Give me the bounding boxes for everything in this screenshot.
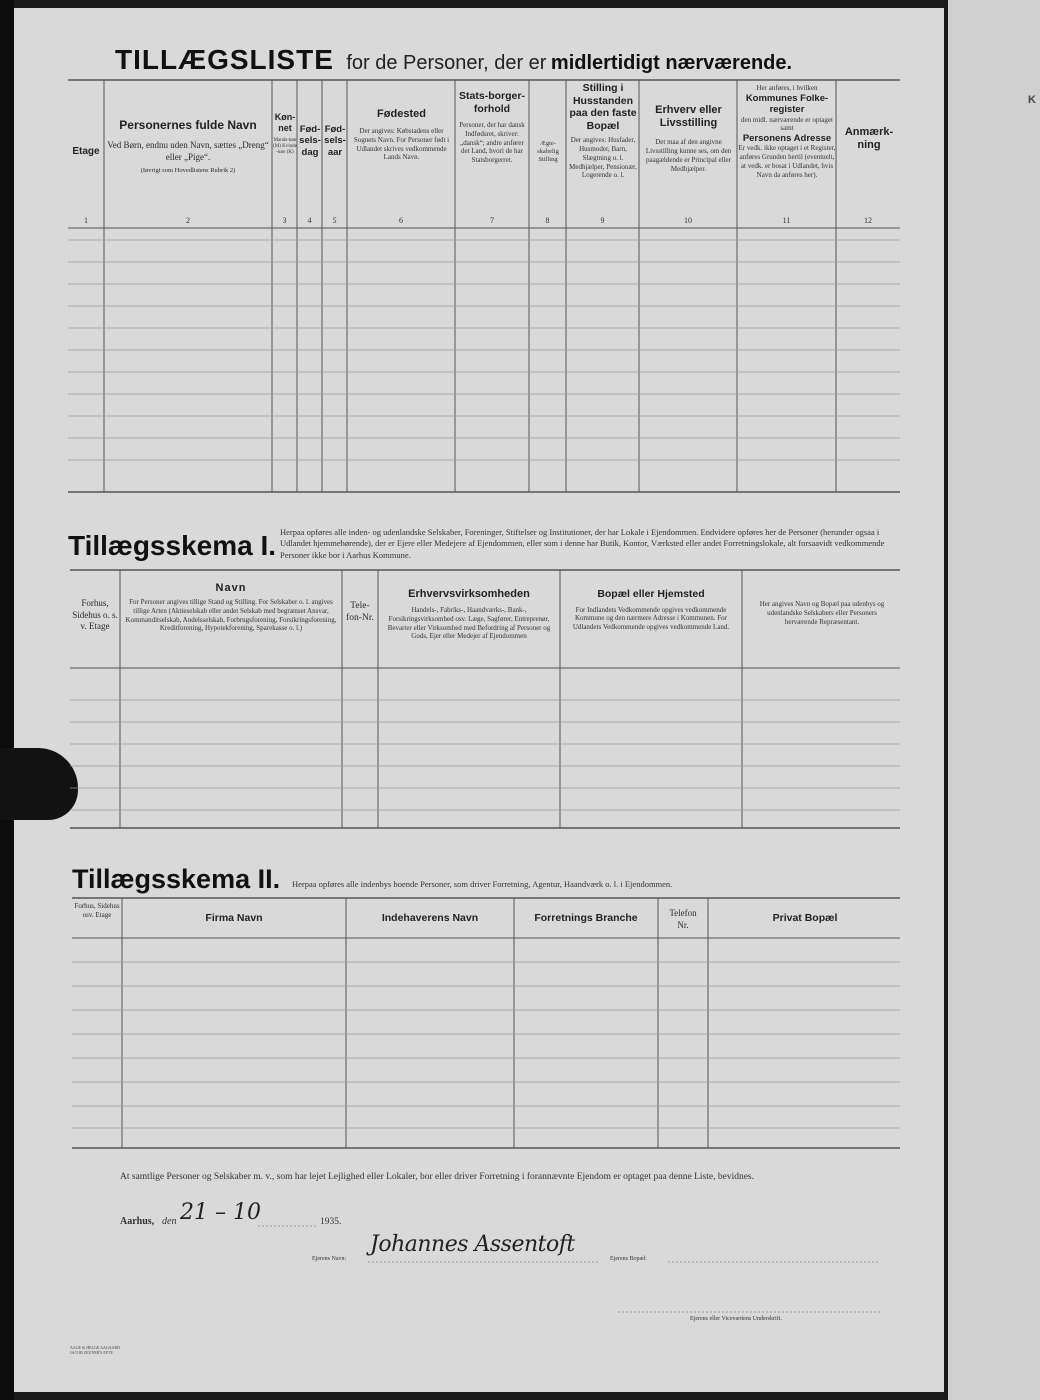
skema2-intro: Herpaa opføres alle indenbys boende Personer, som driver Forretning, Agentur, Haandværk o. l. i Ejendommen. — [292, 879, 673, 889]
col-citizenship-title: Stats-borger-forhold — [459, 90, 525, 115]
skema1-col-name — [124, 582, 338, 633]
skema1-col-business-note: Handels-, Fabriks-, Haandværks-, Bank-, Forsikringsvirksomhed osv. Læge, Sagfører, Entreprenør, Bevarter eller Virksomhed med Befordring af Personer og Gods, Ejer eller Medejer af Ejendommen — [387, 606, 551, 641]
col-number-2: 2 — [186, 216, 190, 225]
col-name-sub: (Iøvrigt som Hovedlistens Rubrik 2) — [140, 166, 236, 174]
col-number-7: 7 — [490, 216, 494, 225]
col-registry-title2: Personens Adresse — [742, 133, 832, 145]
col-name-header — [106, 118, 270, 175]
col-name-note: Ved Børn, endnu uden Navn, sættes „Dreng“ eller „Pige“. — [107, 140, 269, 162]
signature-caption: Ejerens eller Viceværtens Underskrift. — [690, 1316, 782, 1322]
skema1-col-residence-note: For Indlandets Vedkommende opgives vedkommende Kommune og den nærmere Adresse i Kommunen. For Udlandets Vedkommende opgives vedkommende Land. — [572, 605, 730, 632]
declaration-text: At samtlige Personer og Selskaber m. v., som har lejet Lejlighed eller Lokaler, bor eller driver Forretning i forannævnte Ejendom er optaget paa denne Liste, bevidnes. — [120, 1172, 754, 1182]
col-number-5: 5 — [332, 216, 337, 225]
col-birthplace-title: Fødested — [377, 108, 426, 120]
col-etage-header: Etage — [72, 146, 100, 157]
year-label: 1935. — [320, 1217, 342, 1227]
skema2-col-branch: Forretnings Branche — [534, 912, 638, 924]
col-citizenship-note: Personer, der har dansk Indfødsret, skriver: „dansk“; andre anfører det Land, hvori de har Statsborgerret. — [459, 121, 525, 165]
col-number-11: 11 — [782, 216, 791, 225]
col-name-title: Personernes fulde Navn — [119, 118, 257, 132]
col-citizenship-header — [457, 90, 527, 165]
skema1-col-representative: Her angives Navn og Bopæl paa udenbys og udenlandske Selskabers eller Personers herværende Repræsentant. — [759, 600, 885, 626]
col-number-9: 9 — [600, 216, 605, 225]
title-end: midlertidigt nærværende. — [550, 52, 793, 74]
col-occupation-header — [641, 104, 736, 173]
skema2-col-private-address: Privat Bopæl — [772, 912, 838, 924]
owner-signature: Johannes Assentoft — [370, 1232, 575, 1257]
col-household-note: Der angives: Husfader, Husmoder, Barn, Slægtning o. l. Medhjælper, Pensionær, Logerende o. l. — [569, 136, 637, 180]
skema1-col-residence — [564, 588, 738, 632]
skema1-col-business — [382, 588, 556, 641]
owner-name-label: Ejerens Navn: — [312, 1256, 347, 1262]
col-sex-title: Køn-net — [274, 112, 296, 133]
col-birthday-header: Fød-sels-dag — [299, 124, 321, 158]
handwritten-date: 21 – 10 — [180, 1200, 261, 1225]
col-number-3: 3 — [282, 216, 287, 225]
skema1-title: Tillægsskema I. — [68, 530, 277, 561]
col-household-title: Stilling i Husstanden paa den faste Bopæl — [569, 82, 637, 132]
col-birthplace-note: Der angives: Købstadens eller Sognets Navn. For Personer født i Udlandet skrives vedkommende Lands Navn. — [353, 127, 450, 162]
date-den-label: den — [162, 1216, 177, 1227]
skema2-col-owner: Indehaverens Navn — [381, 912, 479, 924]
col-occupation-note: Det maa af den angivne Livsstilling kunne ses, om den paagældende er Principal eller Medhjælper. — [645, 138, 732, 173]
col-number-8: 8 — [545, 216, 550, 225]
col-occupation-title: Erhverv eller Livsstilling — [655, 104, 722, 130]
col-number-6: 6 — [399, 216, 403, 225]
skema2-col-firm: Firma Navn — [205, 912, 263, 924]
skema1-col-floor: Forhus, Sidehus o. s. v. Etage — [72, 598, 118, 632]
col-birthyear-header: Fød-sels-aar — [324, 124, 346, 158]
col-marital-header: Ægte-skabelig Stilling — [537, 140, 559, 164]
owner-address-label: Ejerens Bopæl: — [610, 1256, 647, 1262]
skema2-title: Tillægsskema II. — [72, 864, 281, 894]
skema1-intro: Herpaa opføres alle inden- og udenlandske Selskaber, Foreninger, Stiftelser og Institutioner, der har Lokale i Ejendommen. Endvidere opføres her de Personer (herunder ogsaa i Udlandet hjemmehørende), der er Ejere eller Medejere af Ejendommen, eller som i denne har Butik, Kontor, Værksted eller andet Forretningslokale, alt forsaavidt vedkommende Personer ikke bor i Aarhus Kommune. — [280, 527, 885, 560]
col-number-10: 10 — [684, 216, 692, 225]
col-number-12: 12 — [864, 216, 872, 225]
printer-mark: AAGE & HELGE AAGAARD JACOB ZEUNER'S EFTF. — [70, 1345, 121, 1355]
col-registry-pre: Her anføres, i hvilken — [756, 84, 818, 92]
title-mid: for de Personer, der er — [346, 52, 547, 74]
col-sex-header — [273, 112, 297, 156]
col-registry-note: Er vedk. ikke optaget i et Register, anføres Grunden hertil (eventuelt, at vedk. er bosat i Udlandet, hvis Navn da anføres her). — [738, 144, 836, 179]
col-registry-title: Kommunes Folke-register — [745, 92, 829, 116]
col-birthplace-header — [350, 108, 453, 162]
city-label: Aarhus, — [120, 1216, 155, 1227]
col-number-1: 1 — [84, 216, 88, 225]
adjacent-page-label: K — [1028, 94, 1036, 106]
title-bold: TILLÆGSLISTE — [115, 44, 334, 75]
skema1-col-residence-title: Bopæl eller Hjemsted — [597, 588, 705, 600]
col-sex-note: Mands-køn (M) Kvinde-køn (K) — [273, 137, 297, 155]
skema2-col-floor: Forhus, Sidehus osv. Etage — [74, 902, 120, 920]
skema1-col-business-title: Erhvervsvirksomheden — [408, 588, 530, 600]
skema2-col-phone: Telefon Nr. — [669, 908, 697, 930]
col-household-header — [567, 82, 639, 180]
col-remarks-header: Anmærk-ning — [844, 126, 894, 152]
col-registry-mid: den midl. nærværende er optaget samt — [741, 115, 833, 133]
col-number-4: 4 — [307, 216, 312, 225]
skema1-col-name-title: Navn — [215, 582, 247, 594]
col-registry-header — [738, 84, 836, 179]
skema1-col-phone: Tele-fon-Nr. — [346, 601, 374, 624]
skema1-col-name-note: For Personer angives tillige Stand og Stilling. For Selskaber o. l. angives tillige Arten (Aktieselskab eller andet Selskab med begrænset Ansvar, Kommanditselskab, Andelsselskab, Forbrugsforening, Forsikringsforening, Kreditforening, Hypotekforening, Sparekasse o. l.) — [125, 598, 337, 633]
